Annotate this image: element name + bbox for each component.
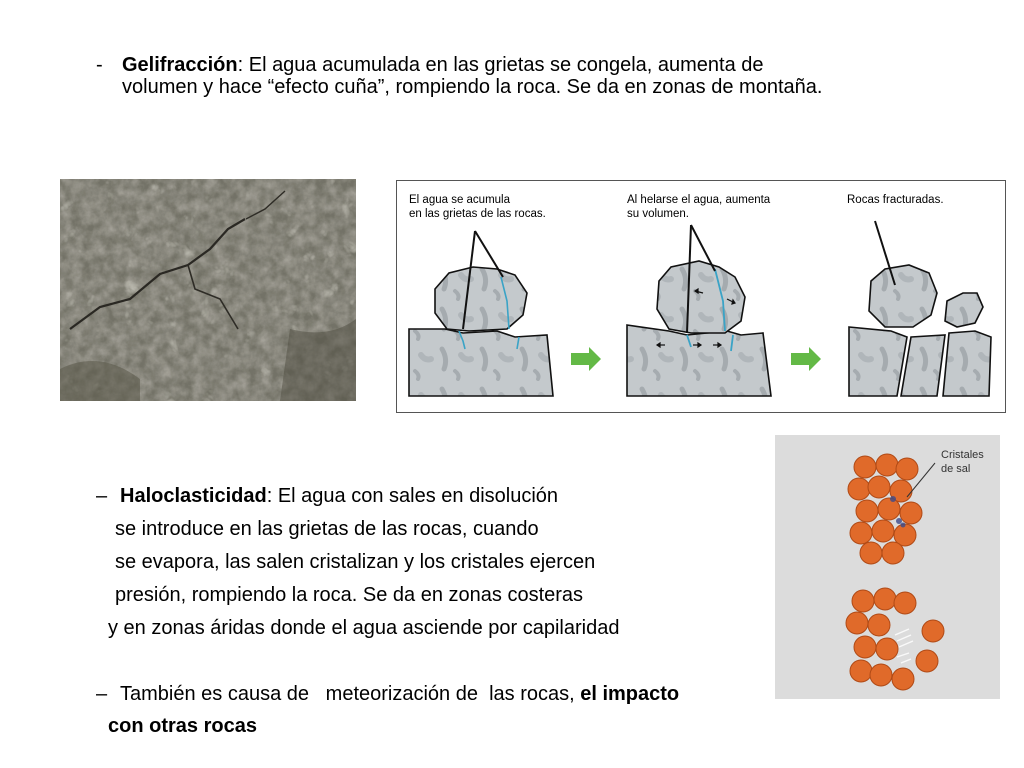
haloclasticidad-term: Haloclasticidad [120,485,267,507]
gelifraccion-diagram [396,180,1006,413]
haloclasticidad-line-5: y en zonas áridas donde el agua asciende por capilaridad [108,617,620,639]
salt-label [941,448,984,476]
diagram-caption-1-line-2: en las grietas de las rocas. [409,208,546,220]
haloclasticidad-line-1 [120,484,558,508]
diagram-panel-3 [849,221,991,396]
gelifraccion-line-1 [122,53,764,77]
impacto-bold-2: con otras rocas [108,715,257,737]
impacto-text-1: También es causa de meteorización de las rocas, [120,683,581,705]
diagram-caption-3-line-1: Rocas fracturadas. [847,194,944,206]
haloclasticidad-line-3: se evapora, las salen cristalizan y los cristales ejercen [115,551,596,573]
salt-grains-top [848,454,922,564]
impacto-line-1 [120,682,679,706]
salt-grains-bottom [846,588,944,690]
gelifraccion-text-1: : El agua acumulada en las grietas se congela, aumenta de [237,54,764,76]
haloclasticidad-line-2: se introduce en las grietas de las rocas, cuando [115,518,539,540]
diagram-drawing [397,181,1005,412]
diagram-caption-2-line-1: Al helarse el agua, aumenta [627,194,771,206]
gelifraccion-line-2: volumen y hace “efecto cuña”, rompiendo la roca. Se da en zonas de montaña. [122,76,823,98]
diagram-caption-2-line-2: su volumen. [627,208,690,220]
diagram-panel-1 [409,231,553,396]
salt-label-line-2: de sal [941,463,971,475]
rock-photo [60,179,356,401]
salt-crystals-figure [775,435,1000,699]
diagram-caption-1-line-1: El agua se acumula [409,194,511,206]
salt-label-line-1: Cristales [941,449,984,461]
diagram-panel-2 [627,225,771,396]
gelifraccion-bullet: - [96,54,103,76]
diagram-arrow-2 [791,347,821,371]
impacto-bullet: – [96,683,108,705]
haloclasticidad-text-1: : El agua con sales en disolución [266,485,559,507]
haloclasticidad-line-4: presión, rompiendo la roca. Se da en zonas costeras [115,584,584,606]
diagram-arrow-1 [571,347,601,371]
gelifraccion-term: Gelifracción [122,54,238,76]
impacto-bold-1: el impacto [580,683,680,705]
impacto-line-2 [108,714,257,738]
haloclasticidad-bullet: – [96,485,108,507]
